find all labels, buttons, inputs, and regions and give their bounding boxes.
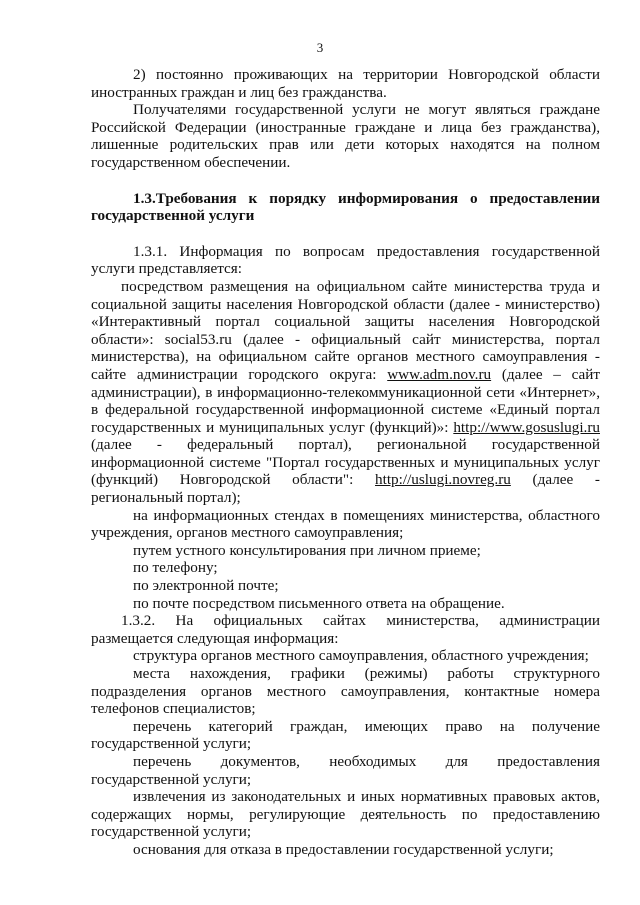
section-132-item: структура органов местного самоуправления, областного учреждения; bbox=[133, 647, 589, 665]
web-info-text-3: (далее - федеральный портал), региональной государственной информационной системе "Портал государственных и муниципальных услуг (функций) Новгородской области": bbox=[91, 436, 600, 489]
uslugi-novreg-link[interactable]: http://uslugi.novreg.ru bbox=[375, 471, 511, 489]
section-132-item: извлечения из законодательных и иных нормативных правовых актов, содержащих нормы, регулирующие деятельность по предоставлению государственной услуги; bbox=[91, 788, 600, 841]
section-131-intro: 1.3.1. Информация по вопросам предоставления государственной услуги представляется: bbox=[91, 242, 600, 278]
section-132-item: перечень документов, необходимых для предоставления государственной услуги; bbox=[91, 752, 600, 788]
page-number: 3 bbox=[316, 40, 324, 55]
section-131-phone: по телефону; bbox=[133, 559, 218, 577]
section-131-email: по электронной почте; bbox=[133, 577, 279, 595]
section-131-post: по почте посредством письменного ответа на обращение. bbox=[133, 594, 505, 612]
web-info-text-2: (далее – сайт администрации), в информационно-телекоммуникационной сети «Интернет», в федеральной государственной информационной системе «Единый портал государственных и муниципальных услуг (функций)»: bbox=[91, 365, 601, 436]
section-heading: 1.3.Требования к порядку информирования о предоставлении государственной услуги bbox=[91, 189, 600, 225]
section-131-web-info bbox=[91, 278, 600, 507]
paragraph-foreigners: 2) постоянно проживающих на территории Новгородской области иностранных граждан и лиц без гражданства. bbox=[91, 66, 600, 101]
document-body bbox=[91, 66, 600, 859]
section-131-stands: на информационных стендах в помещениях министерства, областного учреждения, органов местного самоуправления; bbox=[91, 506, 600, 542]
adm-nov-link[interactable]: www.adm.nov.ru bbox=[387, 365, 492, 383]
section-131-oral: путем устного консультирования при личном приеме; bbox=[133, 541, 481, 559]
section-132-item: перечень категорий граждан, имеющих право на получение государственной услуги; bbox=[91, 717, 600, 753]
web-info-text-4: (далее - региональный портал); bbox=[91, 471, 600, 507]
section-132-item: основания для отказа в предоставлении государственной услуги; bbox=[133, 840, 554, 858]
section-132-intro: 1.3.2. На официальных сайтах министерства, администрации размещается следующая информация: bbox=[91, 612, 600, 647]
gosuslugi-link[interactable]: http://www.gosuslugi.ru bbox=[453, 418, 600, 436]
paragraph-recipients: Получателями государственной услуги не могут являться граждане Российской Федерации (иностранные граждане и лица без гражданства), лишенные родительских прав или дети которых находятся на полном государственном обеспечении. bbox=[91, 101, 600, 171]
section-132-item: места нахождения, графики (режимы) работы структурного подразделения органов местного самоуправления, контактные номера телефонов специалистов; bbox=[91, 665, 600, 718]
web-info-text-1: посредством размещения на официальном сайте министерства труда и социальной защиты населения Новгородской области (далее - министерство) «Интерактивный портал социальной защиты населения Новгородской области»: social53.ru (далее - официальный сайт министерства, портал министерства), на официальном сайте органов местного самоуправления - сайте администрации городского округа: bbox=[91, 277, 600, 383]
